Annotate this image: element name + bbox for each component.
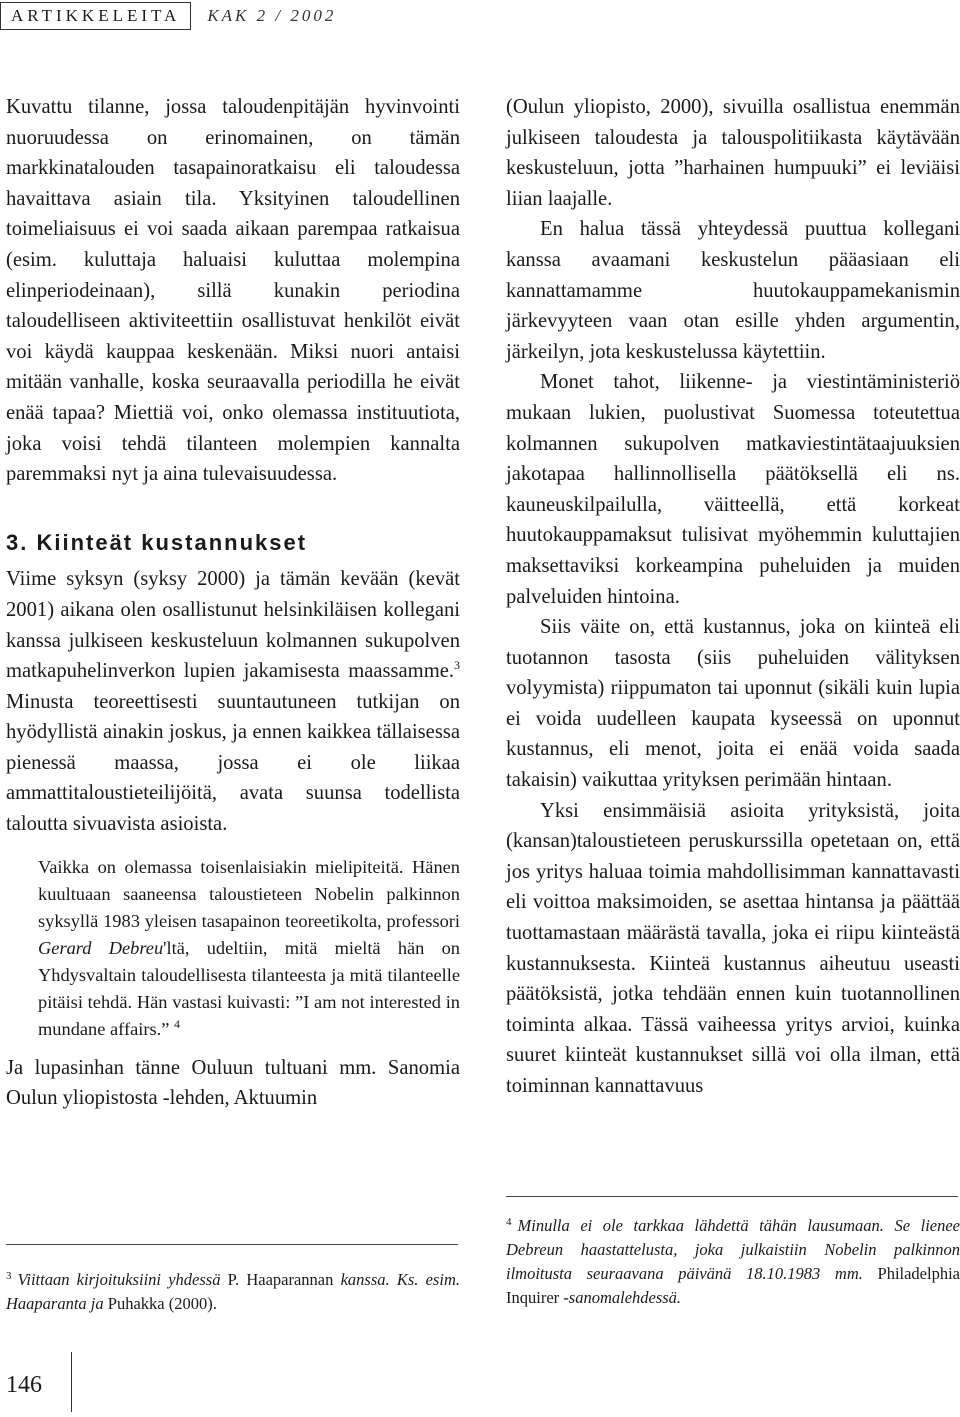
paragraph: Yksi ensimmäisiä asioita yrityksistä, joita (kansan)taloustieteen peruskurssilla opetetaan on, että jos yritys haluaa toimia mahdollisimman kannattavasti eli voittoa maksimoiden, se asettaa hintansa ja päättää tuottamastaan määrästä tavalla, joka ei riipu kiinteästä kustannuksesta. Kiinteä kustannus aiheutuu useasti päätöksistä, jotka tehdään ennen kuin tuotannollinen toiminta alkaa. Tässä vaiheessa yritys arvioi, kuinka suuret kiinteät kustannukset sillä voi olla ilman, että toiminnan kannattavuus: [506, 799, 960, 1097]
paragraph: Ja lupasinhan tänne Ouluun tultuani mm. Sanomia Oulun yliopistosta -lehden, Aktuumin: [6, 1056, 460, 1110]
footnote-marker: 3: [454, 658, 460, 673]
paragraph: (Oulun yliopisto, 2000), sivuilla osallistua enemmän julkiseen taloudesta ja talouspolitiikasta käytävään keskusteluun, jotta ”harhainen humpuuki” ei leviäisi liian laajalle.: [506, 96, 960, 210]
paragraph: En halua tässä yhteydessä puuttua kollegani kanssa avaamani keskustelun pääasiaan eli kannattamamme huutokauppamekanismin järkevyyteen vaan otan esille yhden argumentin, järkeilyn, jota keskustelussa käytettiin.: [506, 218, 960, 363]
footnote-marker: 4: [174, 1016, 181, 1031]
paragraph: Monet tahot, liikenne- ja viestintäministeriö mukaan lukien, puolustivat Suomessa toteutettua kolmannen sukupolven matkaviestintätaajuuksien jakotapaa hallinnollisella päätöksellä eli ns. kauneuskilpailulla, väitteellä, että korkeat huutokauppamaksut tulisivat myöhemmin kuluttajien maksettaviksi korkeampina puheluiden ja muiden palveluiden hintoina.: [506, 371, 960, 608]
section-heading: 3. Kiinteät kustannukset: [6, 529, 308, 555]
footnote-divider: [6, 1244, 458, 1245]
section-label: ARTIKKELEITA: [0, 2, 191, 30]
block-quote: Vaikka on olemassa toisenlaisiakin mielipiteitä. Hänen kuultuaan saaneensa taloustieteen Nobelin palkinnon syksyllä 1983 yleisen tasapainon teoreetikolta, professori Gerard Debreu'ltä, udeltiin, mitä mieltä hän on Yhdysvaltain taloudellisesta tilanteesta ja mitä tilanteelle pitäisi tehdä. Hän vastasi kuivasti: ”I am not interested in mundane affairs.” $^4$: [38, 856, 460, 1039]
running-header: [0, 0, 960, 32]
paragraph: Viime syksyn (syksy 2000) ja tämän kevään (kevät 2001) aikana olen osallistunut helsinkiläisen kollegani kanssa julkiseen keskusteluun kolmannen sukupolven matkapuhelinverkon lupien jakamisesta maassamme.$^3$ Minusta teoreettisesti suuntautuneen tutkijan on hyödyllistä ainakin joskus, ja ennen kaikkea tällaisessa pienessä maassa, jossa ei ole liikaa ammattitaloustieteilijöitä, avata suunsa todellista taloutta sivuavista asioista.: [6, 568, 460, 836]
issue-label: KAK 2 / 2002: [207, 6, 337, 25]
paragraph: Kuvattu tilanne, jossa taloudenpitäjän hyvinvointi nuoruudessa on erinomainen, on tämän markkinatalouden tasapainoratkaisu eli taloudessa havaittava asiain tila. Yksityinen taloudellinen toimeliaisuus ei voi saada aikaan parempaa ratkaisua (esim. kuluttaja haluaisi kuluttaa molempina elinperiodeinaan), sillä kunakin periodina taloudelliseen aktiviteettiin osallistuvat henkilöt eivät voi käydä kauppaa keskenään. Miksi nuori antaisi mitään vanhalle, koska seuraavalla periodilla he eivät enää tapaa? Miettiä voi, onko olemassa instituutiota, joka voisi tehdä tilanteen molempien kannalta paremmaksi nyt ja aina tulevaisuudessa.: [6, 96, 460, 486]
footnote-4: $^4$ Minulla ei ole tarkkaa lähdettä tähän lausumaan. Se lienee Debreun haastattelusta, joka julkaistiin Nobelin palkinnon ilmoitusta seuraavana päivänä 18.10.1983 mm. Philadelphia Inquirer -sanomalehdessä.: [506, 1215, 960, 1307]
page-number: 146: [6, 1372, 42, 1398]
left-column: [6, 92, 460, 1114]
quoted-name: Gerard Debreu: [38, 937, 164, 958]
page-number-divider: [71, 1352, 72, 1412]
footnote-3: $^3$ Viittaan kirjoituksiini yhdessä P. Haaparannan kanssa. Ks. esim. Haaparanta ja Puhakka (2000).: [6, 1269, 460, 1313]
right-column: [506, 92, 960, 1102]
footnote-divider: [506, 1196, 958, 1197]
paragraph: Siis väite on, että kustannus, joka on kiinteä eli tuotannon tasosta (siis puheluiden välityksen volyymista) riippumaton tai uponnut (sikäli kuin lupia ei voida uudelleen kaupata kyseessä on uponnut kustannus, eli menot, joita ei enää voida saada takaisin) vaikuttaa yrityksen perimään hintaan.: [506, 616, 960, 792]
